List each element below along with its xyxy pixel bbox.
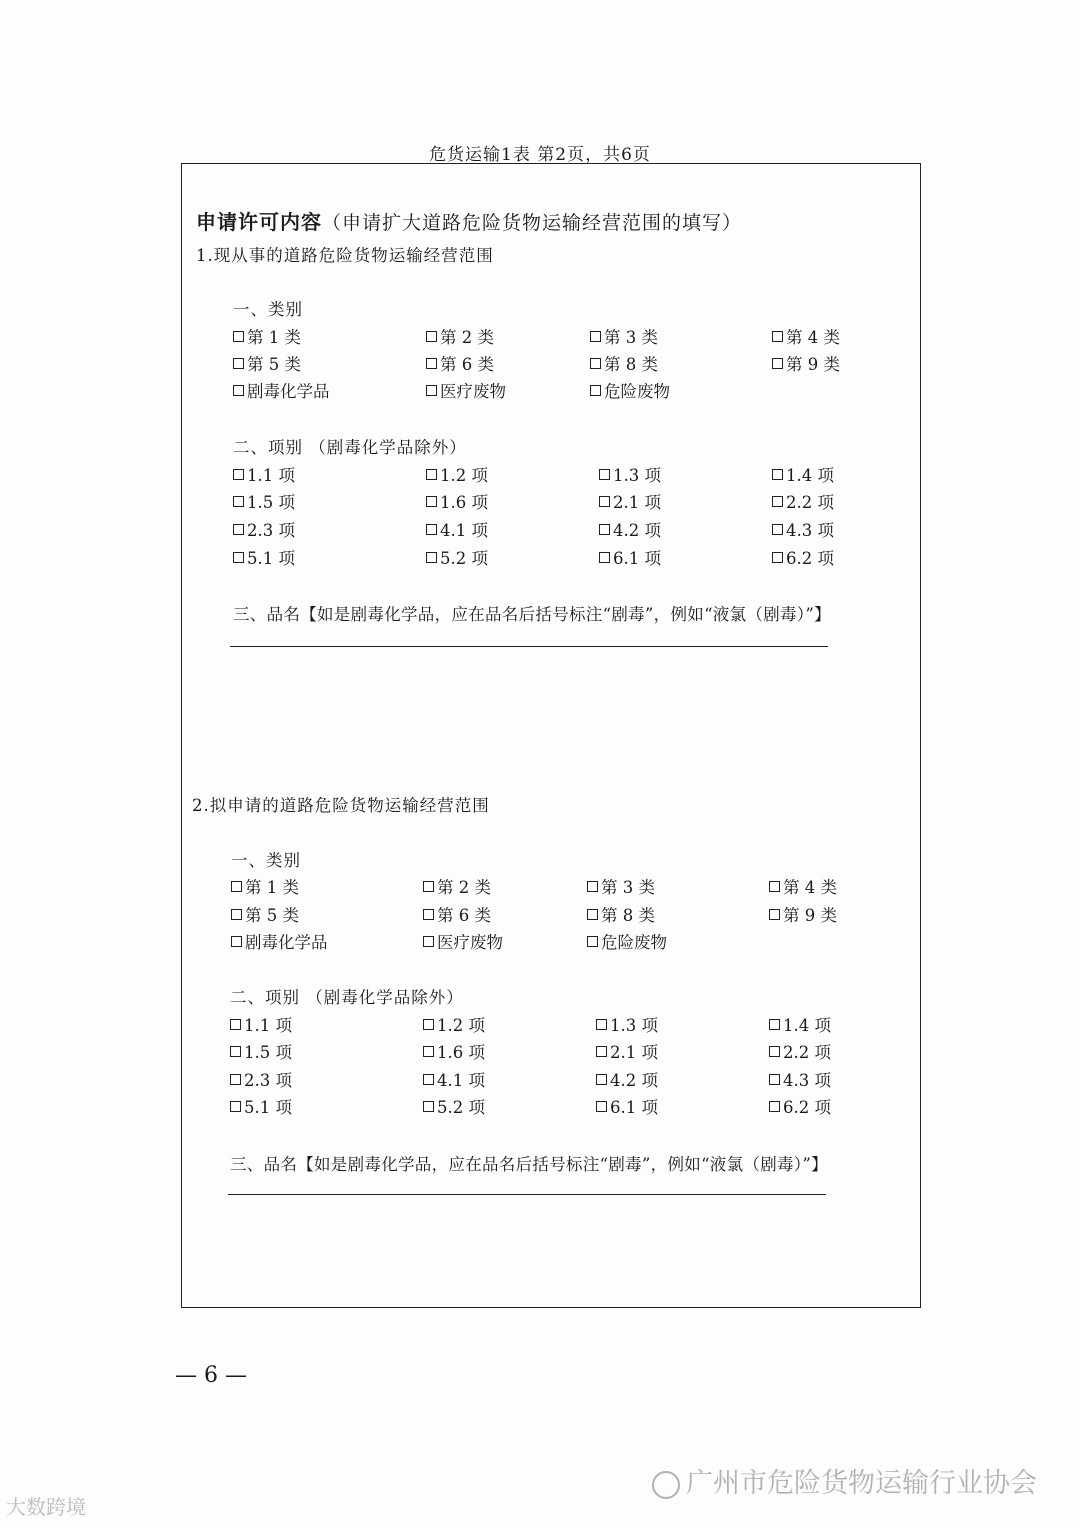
page-header: 危货运输1表 第2页，共6页 [429, 145, 651, 165]
checkbox-icon[interactable] [590, 331, 601, 342]
checkbox-icon[interactable] [772, 552, 783, 563]
form-title [196, 206, 742, 235]
watermark-right [652, 1461, 1037, 1500]
s2-item-checkbox[interactable]: 1.3 项 [596, 1012, 658, 1036]
checkbox-icon[interactable] [230, 1101, 241, 1112]
form-title-bold: 申请许可内容 [196, 210, 322, 234]
page-number: — 6 — [175, 1363, 247, 1388]
checkbox-icon[interactable] [426, 469, 437, 480]
checkbox-icon[interactable] [769, 1019, 780, 1030]
s2-cat-checkbox[interactable]: 第 4 类 [769, 874, 837, 898]
s1-item-checkbox[interactable]: 5.1 项 [233, 545, 295, 569]
checkbox-icon[interactable] [426, 358, 437, 369]
wechat-icon [652, 1471, 680, 1499]
section-2-name-note: 三、品名【如是剧毒化学品，应在品名后括号标注“剧毒”，例如“液氯（剧毒）”】 [230, 1155, 828, 1174]
s1-item-checkbox[interactable]: 2.3 项 [233, 517, 295, 541]
s2-item-checkbox[interactable]: 4.3 项 [769, 1067, 831, 1091]
s2-item-checkbox[interactable]: 1.2 项 [423, 1012, 485, 1036]
checkbox-icon[interactable] [423, 1019, 434, 1030]
checkbox-icon[interactable] [233, 524, 244, 535]
s2-cat-checkbox[interactable]: 第 9 类 [769, 902, 837, 926]
s1-item-checkbox[interactable]: 2.1 项 [599, 489, 661, 513]
checkbox-icon[interactable] [233, 331, 244, 342]
s2-item-checkbox[interactable]: 1.4 项 [769, 1012, 831, 1036]
s2-cat-checkbox[interactable]: 第 1 类 [231, 874, 299, 898]
s1-cat-checkbox[interactable]: 第 9 类 [772, 351, 840, 375]
s1-cat-checkbox[interactable]: 第 1 类 [233, 324, 301, 348]
checkbox-icon[interactable] [233, 385, 244, 396]
s2-item-checkbox[interactable]: 4.2 项 [596, 1067, 658, 1091]
checkbox-icon[interactable] [426, 331, 437, 342]
s1-item-checkbox[interactable]: 2.2 项 [772, 489, 834, 513]
s2-item-checkbox[interactable]: 6.2 项 [769, 1094, 831, 1118]
checkbox-icon[interactable] [587, 909, 598, 920]
checkbox-icon[interactable] [423, 1101, 434, 1112]
s1-item-checkbox[interactable]: 4.3 项 [772, 517, 834, 541]
s2-item-checkbox[interactable]: 4.1 项 [423, 1067, 485, 1091]
s1-cat-checkbox[interactable]: 第 6 类 [426, 351, 494, 375]
s1-item-checkbox[interactable]: 6.1 项 [599, 545, 661, 569]
form-title-sub: （申请扩大道路危险货物运输经营范围的填写） [322, 212, 743, 234]
s2-cat-checkbox[interactable]: 第 5 类 [231, 902, 299, 926]
checkbox-icon[interactable] [596, 1046, 607, 1057]
checkbox-icon[interactable] [230, 1019, 241, 1030]
checkbox-icon[interactable] [599, 552, 610, 563]
checkbox-icon[interactable] [231, 881, 242, 892]
s2-item-checkbox[interactable]: 5.2 项 [423, 1094, 485, 1118]
checkbox-icon[interactable] [230, 1074, 241, 1085]
checkbox-icon[interactable] [769, 909, 780, 920]
checkbox-icon[interactable] [230, 1046, 241, 1057]
checkbox-icon[interactable] [423, 1046, 434, 1057]
s1-cat-checkbox[interactable]: 第 8 类 [590, 351, 658, 375]
s2-item-checkbox[interactable]: 2.3 项 [230, 1067, 292, 1091]
s1-item-checkbox[interactable]: 1.4 项 [772, 462, 834, 486]
checkbox-icon[interactable] [769, 1101, 780, 1112]
s2-item-checkbox[interactable]: 6.1 项 [596, 1094, 658, 1118]
checkbox-icon[interactable] [423, 909, 434, 920]
s2-cat-checkbox[interactable]: 医疗废物 [423, 929, 503, 953]
s1-item-checkbox[interactable]: 1.5 项 [233, 489, 295, 513]
s2-cat-checkbox[interactable]: 危险废物 [587, 929, 667, 953]
checkbox-icon[interactable] [426, 524, 437, 535]
checkbox-icon[interactable] [590, 385, 601, 396]
checkbox-icon[interactable] [423, 881, 434, 892]
section-2-item-title: 二、项别 （剧毒化学品除外） [230, 988, 464, 1007]
checkbox-icon[interactable] [772, 524, 783, 535]
checkbox-icon[interactable] [423, 936, 434, 947]
checkbox-icon[interactable] [426, 496, 437, 507]
watermark-left: 大数跨境 [6, 1495, 86, 1519]
checkbox-icon[interactable] [769, 1074, 780, 1085]
checkbox-icon[interactable] [587, 936, 598, 947]
checkbox-icon[interactable] [772, 331, 783, 342]
s1-cat-checkbox[interactable]: 剧毒化学品 [233, 378, 330, 402]
checkbox-icon[interactable] [596, 1074, 607, 1085]
checkbox-icon[interactable] [590, 358, 601, 369]
checkbox-icon[interactable] [599, 524, 610, 535]
checkbox-icon[interactable] [423, 1074, 434, 1085]
s2-cat-checkbox[interactable]: 第 8 类 [587, 902, 655, 926]
checkbox-icon[interactable] [426, 385, 437, 396]
s1-item-checkbox[interactable]: 1.3 项 [599, 462, 661, 486]
s2-item-checkbox[interactable]: 1.1 项 [230, 1012, 292, 1036]
s1-item-checkbox[interactable]: 1.1 项 [233, 462, 295, 486]
checkbox-icon[interactable] [772, 496, 783, 507]
checkbox-icon[interactable] [587, 881, 598, 892]
checkbox-icon[interactable] [233, 358, 244, 369]
s1-item-checkbox[interactable]: 1.6 项 [426, 489, 488, 513]
s1-cat-checkbox[interactable]: 危险废物 [590, 378, 670, 402]
checkbox-icon[interactable] [769, 1046, 780, 1057]
checkbox-icon[interactable] [599, 496, 610, 507]
checkbox-icon[interactable] [233, 469, 244, 480]
s1-item-checkbox[interactable]: 6.2 项 [772, 545, 834, 569]
checkbox-icon[interactable] [231, 936, 242, 947]
checkbox-icon[interactable] [769, 881, 780, 892]
section-2-name-input-line[interactable] [228, 1194, 826, 1195]
section-1-title: 1.现从事的道路危险货物运输经营范围 [196, 246, 494, 265]
s1-cat-checkbox[interactable]: 第 5 类 [233, 351, 301, 375]
s1-cat-checkbox[interactable]: 第 4 类 [772, 324, 840, 348]
checkbox-icon[interactable] [772, 358, 783, 369]
s2-item-checkbox[interactable]: 5.1 项 [230, 1094, 292, 1118]
checkbox-icon[interactable] [596, 1019, 607, 1030]
checkbox-icon[interactable] [772, 469, 783, 480]
s1-item-checkbox[interactable]: 5.2 项 [426, 545, 488, 569]
checkbox-icon[interactable] [231, 909, 242, 920]
s1-cat-checkbox[interactable]: 医疗废物 [426, 378, 506, 402]
s1-cat-checkbox[interactable]: 第 2 类 [426, 324, 494, 348]
s1-item-checkbox[interactable]: 1.2 项 [426, 462, 488, 486]
section-1-name-input-line[interactable] [230, 646, 828, 647]
s2-item-checkbox[interactable]: 2.2 项 [769, 1039, 831, 1063]
section-1-category-title: 一、类别 [233, 300, 303, 319]
checkbox-icon[interactable] [233, 496, 244, 507]
s1-item-checkbox[interactable]: 4.1 项 [426, 517, 488, 541]
s2-item-checkbox[interactable]: 1.5 项 [230, 1039, 292, 1063]
checkbox-icon[interactable] [596, 1101, 607, 1112]
checkbox-icon[interactable] [599, 469, 610, 480]
section-1-name-note: 三、品名【如是剧毒化学品，应在品名后括号标注“剧毒”，例如“液氯（剧毒）”】 [233, 605, 831, 624]
watermark-right-text: 广州市危险货物运输行业协会 [686, 1468, 1037, 1499]
s2-item-checkbox[interactable]: 1.6 项 [423, 1039, 485, 1063]
section-2-title: 2.拟申请的道路危险货物运输经营范围 [192, 796, 490, 815]
section-1-item-title: 二、项别 （剧毒化学品除外） [233, 438, 467, 457]
s2-item-checkbox[interactable]: 2.1 项 [596, 1039, 658, 1063]
s2-cat-checkbox[interactable]: 第 3 类 [587, 874, 655, 898]
section-2-category-title: 一、类别 [231, 851, 301, 870]
checkbox-icon[interactable] [233, 552, 244, 563]
s1-item-checkbox[interactable]: 4.2 项 [599, 517, 661, 541]
checkbox-icon[interactable] [426, 552, 437, 563]
s2-cat-checkbox[interactable]: 第 2 类 [423, 874, 491, 898]
s2-cat-checkbox[interactable]: 剧毒化学品 [231, 929, 328, 953]
s1-cat-checkbox[interactable]: 第 3 类 [590, 324, 658, 348]
s2-cat-checkbox[interactable]: 第 6 类 [423, 902, 491, 926]
